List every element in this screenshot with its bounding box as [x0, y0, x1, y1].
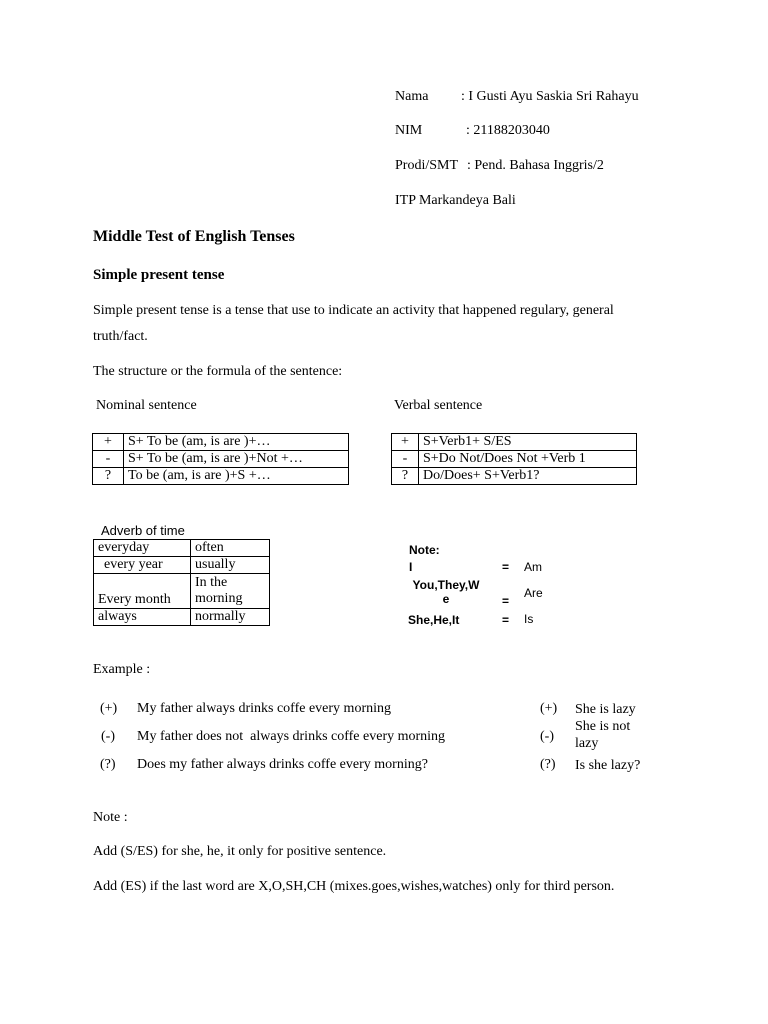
verbal-formula-positive: S+Verb1+ S/ES: [419, 434, 637, 451]
adverb-cell: In the morning: [191, 574, 270, 609]
header-name-label: Nama: [395, 89, 429, 104]
note-subject: You,They,We: [412, 578, 480, 606]
adverb-table: [93, 539, 270, 626]
note-verb: Are: [524, 586, 543, 600]
nominal-table: [92, 433, 349, 485]
header-nim-label: NIM: [395, 123, 423, 138]
note-equals: =: [502, 560, 510, 574]
note-subject: She,He,It: [408, 613, 460, 627]
example-sym: (?): [540, 757, 556, 772]
header-prodi-label: Prodi/SMT: [395, 158, 459, 173]
adverb-cell: always: [94, 609, 191, 626]
table-row: [392, 434, 637, 451]
verbal-sym-positive: +: [392, 434, 419, 451]
example-sym: (-): [101, 729, 115, 744]
table-row: [94, 557, 270, 574]
table-row: [93, 468, 349, 485]
example-sentence: Does my father always drinks coffe every morning?: [137, 757, 428, 772]
verbal-formula-negative: S+Do Not/Does Not +Verb 1: [419, 451, 637, 468]
verbal-caption: Verbal sentence: [394, 398, 483, 413]
nominal-caption: Nominal sentence: [96, 398, 197, 413]
adverb-caption: Adverb of time: [101, 523, 185, 538]
nominal-formula-question: To be (am, is are )+S +…: [124, 468, 349, 485]
verbal-formula-question: Do/Does+ S+Verb1?: [419, 468, 637, 485]
example-sentence: My father does not always drinks coffe every morning: [137, 729, 446, 744]
table-row: [93, 434, 349, 451]
example-sym: (?): [100, 757, 116, 772]
table-row: [94, 540, 270, 557]
note-box-title: Note:: [409, 543, 440, 557]
verbal-table: [391, 433, 637, 485]
example-sentence: Is she lazy?: [575, 758, 641, 773]
nominal-sym-question: ?: [93, 468, 124, 485]
page-title: Middle Test of English Tenses: [93, 228, 295, 245]
example-sym: (-): [540, 729, 554, 744]
note-equals: =: [502, 613, 510, 627]
notes-line: Add (ES) if the last word are X,O,SH,CH (mixes.goes,wishes,watches) only for third person.: [93, 879, 615, 894]
adverb-cell: often: [191, 540, 270, 557]
adverb-cell: Every month: [94, 574, 191, 609]
table-row: [94, 609, 270, 626]
header-institution: ITP Markandeya Bali: [395, 193, 516, 208]
nominal-sym-negative: -: [93, 451, 124, 468]
notes-line: Add (S/ES) for she, he, it only for positive sentence.: [93, 844, 387, 859]
header-prodi-value: : Pend. Bahasa Inggris/2: [467, 158, 604, 173]
note-subject: I: [409, 560, 413, 574]
note-verb: Is: [524, 612, 534, 626]
table-row: [94, 574, 270, 609]
adverb-cell: everyday: [94, 540, 191, 557]
adverb-cell: usually: [191, 557, 270, 574]
nominal-formula-negative: S+ To be (am, is are )+Not +…: [124, 451, 349, 468]
nominal-formula-positive: S+ To be (am, is are )+…: [124, 434, 349, 451]
table-row: [93, 451, 349, 468]
structure-intro: The structure or the formula of the sentence:: [93, 364, 343, 379]
verbal-sym-negative: -: [392, 451, 419, 468]
example-sentence: She is lazy: [575, 702, 636, 717]
note-verb: Am: [524, 560, 542, 574]
note-equals: =: [502, 594, 510, 608]
example-label: Example :: [93, 662, 151, 677]
nominal-sym-positive: +: [93, 434, 124, 451]
header-nim-value: : 21188203040: [466, 123, 550, 138]
verbal-sym-question: ?: [392, 468, 419, 485]
table-row: [392, 451, 637, 468]
example-sym: (+): [100, 701, 118, 716]
header-name-value: : I Gusti Ayu Saskia Sri Rahayu: [461, 89, 639, 104]
intro-paragraph-line2: truth/fact.: [93, 329, 148, 344]
table-row: [392, 468, 637, 485]
example-sentence: My father always drinks coffe every morning: [137, 701, 391, 716]
notes-label: Note :: [93, 810, 128, 825]
adverb-cell: every year: [94, 557, 191, 574]
section-title: Simple present tense: [93, 267, 225, 283]
adverb-cell: normally: [191, 609, 270, 626]
example-sym: (+): [540, 701, 558, 716]
intro-paragraph-line1: Simple present tense is a tense that use to indicate an activity that happened regulary, general: [93, 303, 614, 318]
example-sentence: She is not lazy: [575, 719, 631, 751]
